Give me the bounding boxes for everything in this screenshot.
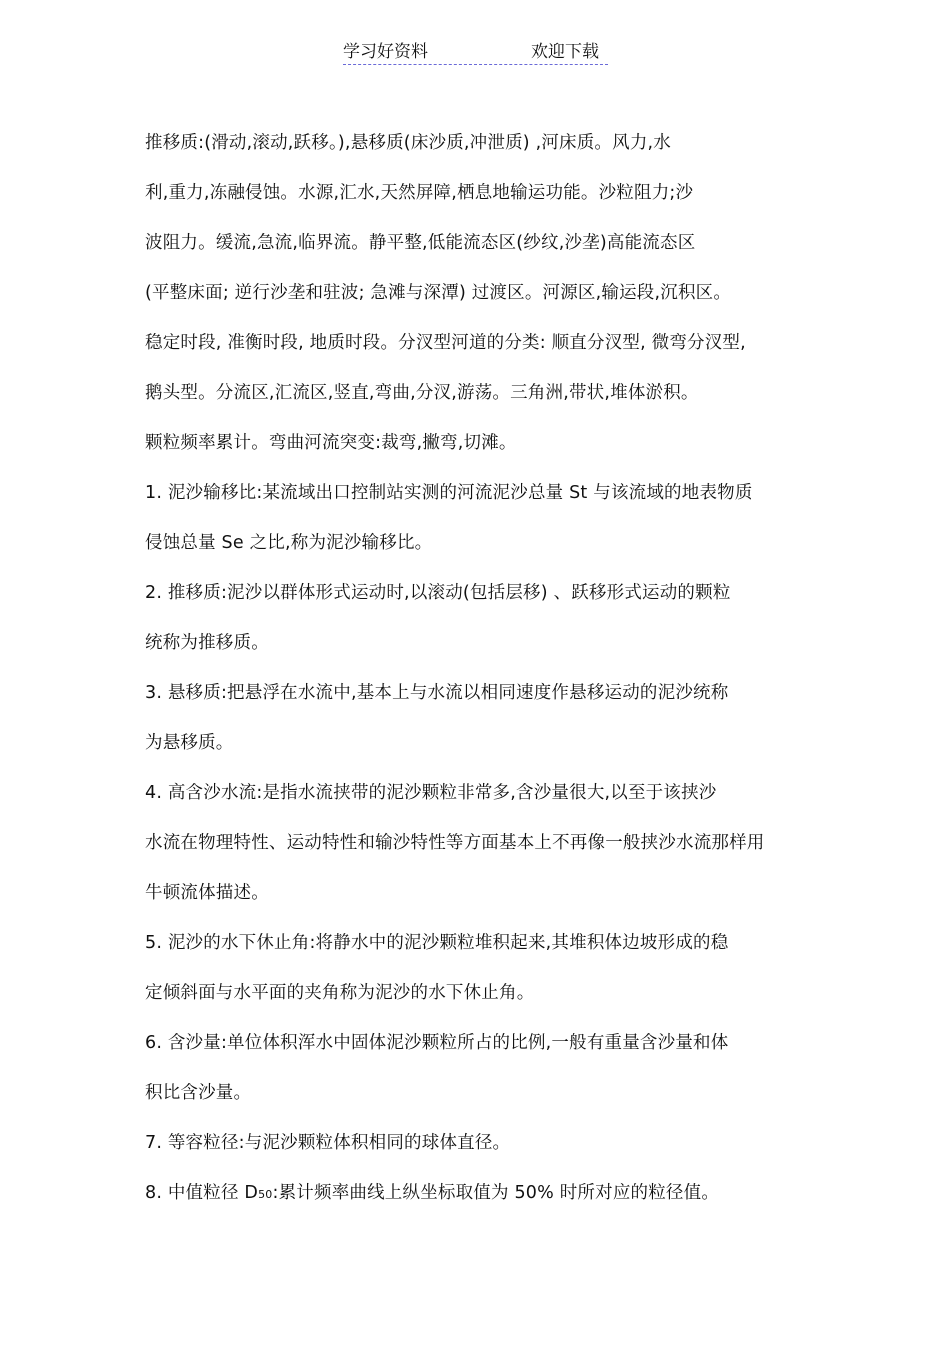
- definition-5-line-2: 定倾斜面与水平面的夹角称为泥沙的水下休止角。: [145, 983, 535, 1003]
- definition-7-line-1: 7. 等容粒径:与泥沙颗粒体积相同的球体直径。: [145, 1133, 511, 1153]
- definition-1-line-1: 1. 泥沙输移比:某流域出口控制站实测的河流泥沙总量 St 与该流域的地表物质: [145, 483, 753, 503]
- definition-8-text-b: :累计频率曲线上纵坐标取值为 50% 时所对应的粒径值。: [272, 1183, 720, 1203]
- definition-4-line-1: 4. 高含沙水流:是指水流挟带的泥沙颗粒非常多,含沙量很大,以至于该挟沙: [145, 783, 717, 803]
- page-header: [343, 40, 608, 65]
- definition-8-subscript: 50: [258, 1188, 273, 1201]
- intro-line-1: 推移质:(滑动,滚动,跃移。),悬移质(床沙质,冲泄质) ,河床质。风力,水: [145, 133, 671, 153]
- definition-6-line-2: 积比含沙量。: [145, 1083, 252, 1103]
- intro-line-3: 波阻力。缓流,急流,临界流。静平整,低能流态区(纱纹,沙垄)高能流态区: [145, 233, 696, 253]
- intro-line-4: (平整床面; 逆行沙垄和驻波; 急滩与深潭) 过渡区。河源区,输运段,沉积区。: [145, 283, 732, 303]
- definition-8-text-a: 8. 中值粒径 D: [145, 1183, 259, 1203]
- definition-1-line-2: 侵蚀总量 Se 之比,称为泥沙输移比。: [145, 533, 433, 553]
- header-left-text: 学习好资料: [343, 42, 428, 62]
- intro-line-7: 颗粒频率累计。弯曲河流突变:裁弯,撇弯,切滩。: [145, 433, 517, 453]
- intro-line-6: 鹅头型。分流区,汇流区,竖直,弯曲,分汊,游荡。三角洲,带状,堆体淤积。: [145, 383, 699, 403]
- definition-6-line-1: 6. 含沙量:单位体积浑水中固体泥沙颗粒所占的比例,一般有重量含沙量和体: [145, 1033, 729, 1053]
- definition-8-line-1: [145, 1181, 719, 1207]
- definition-3-line-1: 3. 悬移质:把悬浮在水流中,基本上与水流以相同速度作悬移运动的泥沙统称: [145, 683, 729, 703]
- definition-3-line-2: 为悬移质。: [145, 733, 234, 753]
- header-right-text: 欢迎下载: [531, 42, 599, 62]
- definition-4-line-2: 水流在物理特性、运动特性和输沙特性等方面基本上不再像一般挟沙水流那样用: [145, 833, 765, 853]
- intro-line-5: 稳定时段, 准衡时段, 地质时段。分汊型河道的分类: 顺直分汊型, 微弯分汊型,: [145, 333, 746, 353]
- definition-5-line-1: 5. 泥沙的水下休止角:将静水中的泥沙颗粒堆积起来,其堆积体边坡形成的稳: [145, 933, 729, 953]
- intro-line-2: 利,重力,冻融侵蚀。水源,汇水,天然屏障,栖息地输运功能。沙粒阻力;沙: [145, 183, 694, 203]
- definition-4-line-3: 牛顿流体描述。: [145, 883, 269, 903]
- definition-2-line-1: 2. 推移质:泥沙以群体形式运动时,以滚动(包括层移) 、跃移形式运动的颗粒: [145, 583, 731, 603]
- definition-2-line-2: 统称为推移质。: [145, 633, 269, 653]
